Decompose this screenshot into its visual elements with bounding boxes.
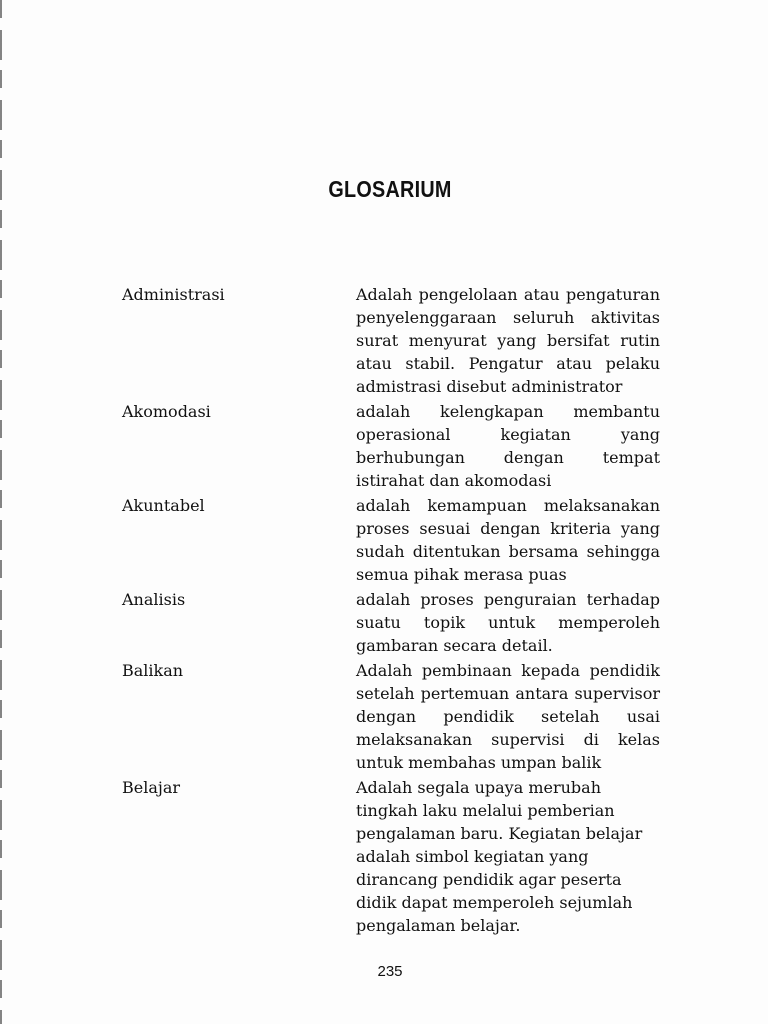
- page-binding-edge: [0, 0, 2, 1024]
- page-title: GLOSARIUM: [328, 176, 452, 202]
- glossary-entry-belajar: [122, 776, 662, 937]
- glossary-definition: Adalah pembinaan kepada pendidik setelah pertemuan antara supervisor dengan pendidik setelah usai melaksanakan supervisi di kelas untuk membahas umpan balik: [356, 661, 660, 772]
- glossary-term: Akuntabel: [122, 496, 205, 515]
- glossary-definition: adalah kelengkapan membantu operasional kegiatan yang berhubungan dengan tempat istirahat dan akomodasi: [356, 402, 660, 490]
- glossary-definition: adalah proses penguraian terhadap suatu topik untuk memperoleh gambaran secara detail.: [356, 590, 660, 655]
- glossary-definition: Adalah segala upaya merubah tingkah laku melalui pemberian pengalaman baru. Kegiatan belajar adalah simbol kegiatan yang dirancang pendidik agar peserta didik dapat memperoleh sejumlah pengalaman belajar.: [356, 778, 643, 935]
- page-number: 235: [377, 963, 403, 980]
- glossary-entry-akomodasi: [122, 400, 662, 492]
- glossary-entry-administrasi: [122, 283, 662, 398]
- glossary-term: Balikan: [122, 661, 184, 680]
- glossary-term: Administrasi: [122, 285, 225, 304]
- glossary-definition: Adalah pengelolaan atau pengaturan penyelenggaraan seluruh aktivitas surat menyurat yang bersifat rutin atau stabil. Pengatur atau pelaku admistrasi disebut administrator: [356, 285, 660, 396]
- glossary-entry-akuntabel: [122, 494, 662, 586]
- glossary-list: [122, 283, 662, 939]
- glossary-entry-balikan: [122, 659, 662, 774]
- glossary-term: Akomodasi: [122, 402, 211, 421]
- glossary-entry-analisis: [122, 588, 662, 657]
- glossary-term: Analisis: [122, 590, 186, 609]
- glossary-definition: adalah kemampuan melaksanakan proses sesuai dengan kriteria yang sudah ditentukan bersama sehingga semua pihak merasa puas: [356, 496, 660, 584]
- glossary-term: Belajar: [122, 778, 181, 797]
